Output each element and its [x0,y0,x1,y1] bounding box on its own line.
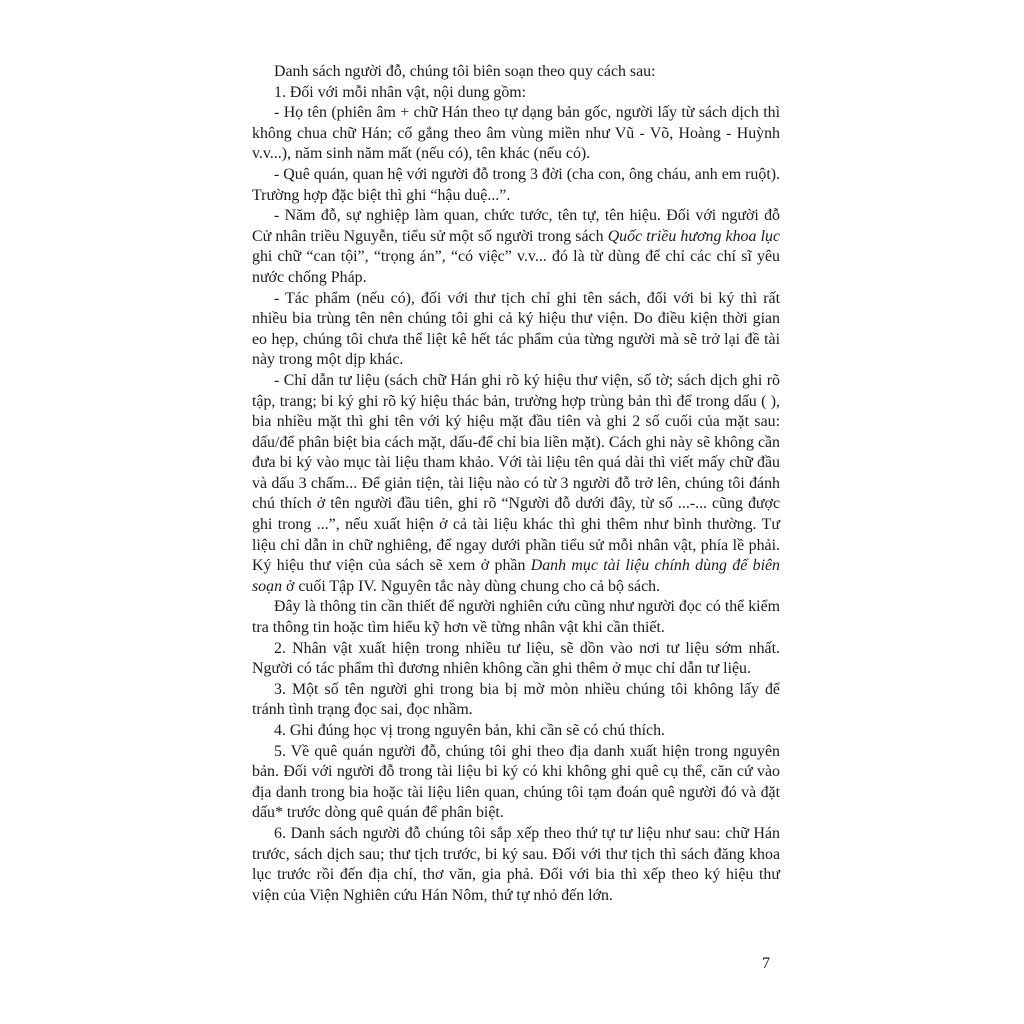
book-title-quoc-trieu: Quốc triều hương khoa lục [607,227,781,245]
page-number: 7 [762,955,770,972]
paragraph-career-rule [252,206,780,288]
body-text [252,62,780,906]
paragraph-hometown-rule: - Quê quán, quan hệ với người đỗ trong 3 đời (cha con, ông cháu, anh em ruột). Trường hợp đặc biệt thì ghi “hậu duệ...”. [252,165,780,204]
sources-text-end: ở cuối Tập IV. Nguyên tắc này dùng chung cho cả bộ sách. [282,577,661,595]
sources-text-start: - Chỉ dẫn tư liệu (sách chữ Hán ghi rõ ký hiệu thư viện, số tờ; sách dịch ghi rõ tập, trang; bi ký ghi rõ ký hiệu thác bản, trường hợp trùng bản thì để trong dấu ( ), bia nhiều mặt thì ghi tên với ký hiệu mặt đầu tiên và ghi 2 số cuối của mặt sau: dấu/để phân biệt bia cách mặt, dấu-để chỉ bia liền mặt). Cách ghi này sẽ không cần đưa bi ký vào mục tài liệu tham khảo. Với tài liệu tên quá dài thì viết mấy chữ đầu và dấu 3 chấm... Để giản tiện, tài liệu nào có từ 3 người đỗ trở lên, chúng tôi đánh chú thích ở tên người đầu tiên, ghi rõ “Người đỗ dưới đây, từ số ...-... cũng được ghi trong ...”, nếu xuất hiện ở cả tài liệu khác thì ghi thêm như bình thường. Tư liệu chỉ dẫn in chữ nghiêng, để ngay dưới phần tiểu sử mỗi nhân vật, phía lề phải. Ký hiệu thư viện của sách sẽ xem ở phần [252,371,780,575]
paragraph-item-2: 2. Nhân vật xuất hiện trong nhiều tư liệu, sẽ dồn vào nơi tư liệu sớm nhất. Người có tác phẩm thì đương nhiên không cần ghi thêm ở mục chỉ dẫn tư liệu. [252,639,780,678]
paragraph-intro: Danh sách người đỗ, chúng tôi biên soạn theo quy cách sau: [274,63,656,80]
paragraph-item-4: 4. Ghi đúng học vị trong nguyên bản, khi cần sẽ có chú thích. [274,722,666,739]
paragraph-works-rule: - Tác phẩm (nếu có), đối với thư tịch chỉ ghi tên sách, đối với bi ký thì rất nhiều bia trùng tên nên chúng tôi ghi cả ký hiệu thư viện. Do điều kiện thời gian eo hẹp, chúng tôi chưa thể liệt kê hết tác phẩm của từng người mà sẽ trở lại đề tài này trong một dịp khác. [252,289,780,369]
paragraph-name-rule: - Họ tên (phiên âm + chữ Hán theo tự dạng bản gốc, người lấy từ sách dịch thì không chua chữ Hán; cố gắng theo âm vùng miền như Vũ - Võ, Hoàng - Huỳnh v.v...), năm sinh năm mất (nếu có), tên khác (nếu có). [252,104,780,163]
career-text-end: ghi chữ “can tội”, “trọng án”, “có việc” v.v... đó là từ dùng để chỉ các chí sĩ yêu nước chống Pháp. [252,248,780,286]
paragraph-item-3: 3. Một số tên người ghi trong bia bị mờ mòn nhiều chúng tôi không lấy để tránh tình trạng đọc sai, đọc nhầm. [252,680,780,719]
paragraph-purpose: Đây là thông tin cần thiết để người nghiên cứu cũng như người đọc có thể kiểm tra thông tin hoặc tìm hiểu kỹ hơn về từng nhân vật khi cần thiết. [252,598,780,637]
paragraph-item-1-heading: 1. Đối với mỗi nhân vật, nội dung gồm: [274,83,527,101]
paragraph-item-5: 5. Về quê quán người đỗ, chúng tôi ghi theo địa danh xuất hiện trong nguyên bản. Đối với người đỗ trong tài liệu bi ký có khi không ghi quê cụ thể, căn cứ vào địa danh trong bia hoặc tài liệu liên quan, chúng tôi tạm đoán quê người đó và đặt dấu* trước dòng quê quán để phân biệt. [252,742,780,822]
paragraph-sources-rule [252,371,780,598]
paragraph-item-6: 6. Danh sách người đỗ chúng tôi sắp xếp theo thứ tự tư liệu như sau: chữ Hán trước, sách dịch sau; thư tịch trước, bi ký sau. Đối với thư tịch thì sách đăng khoa lục trước rồi đến địa chí, thơ văn, gia phả. Đối với bia thì xếp theo ký hiệu thư viện của Viện Nghiên cứu Hán Nôm, thứ tự nhỏ đến lớn. [252,824,780,904]
reference-list-title: Danh mục tài liệu chính dùng để biên soạn [252,557,781,595]
career-text-start: - Năm đỗ, sự nghiệp làm quan, chức tước, tên tự, tên hiệu. Đối với người đỗ Cử nhân triều Nguyễn, tiểu sử một số người trong sách [252,207,780,245]
